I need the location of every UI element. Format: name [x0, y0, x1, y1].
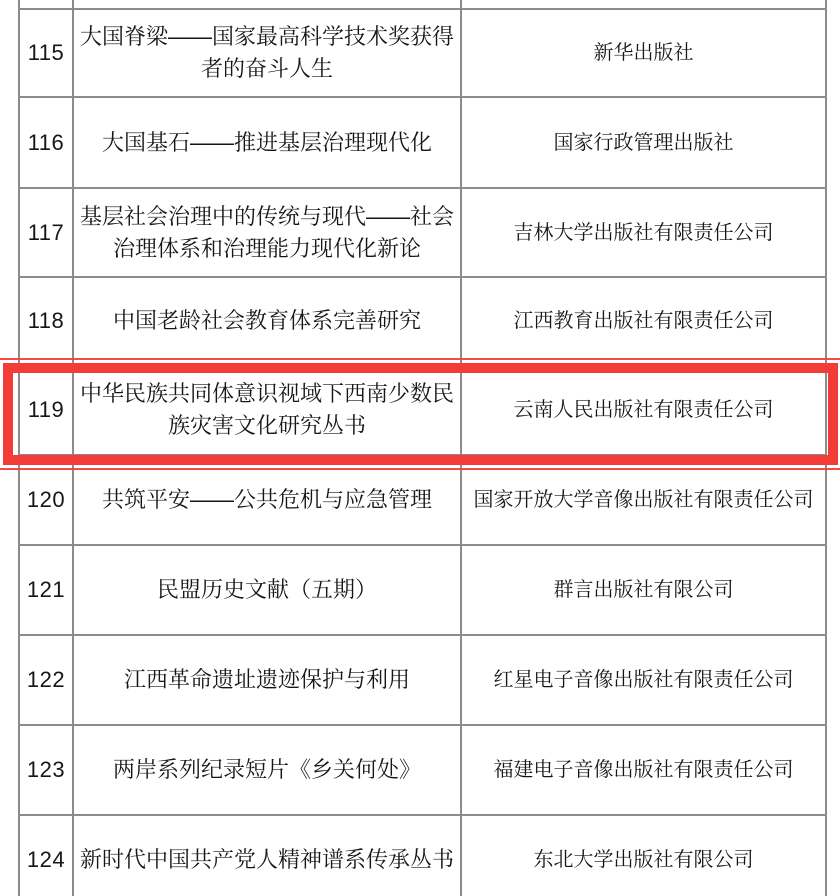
publisher-cell: 国家开放大学音像出版社有限责任公司 [473, 489, 814, 511]
publisher-cell: 吉林大学出版社有限责任公司 [513, 221, 774, 244]
publisher-cell: 红星电子音像出版社有限责任公司 [493, 669, 794, 691]
book-title-cell: 大国脊梁——国家最高科学技术奖获得者的奋斗人生 [72, 10, 462, 96]
row-number-cell: 120 [26, 487, 66, 512]
book-title-cell: 中华民族共同体意识视域下西南少数民族灾害文化研究丛书 [72, 366, 462, 454]
table-row [20, 726, 825, 816]
table-row [20, 456, 825, 546]
publisher-cell: 群言出版社有限公司 [553, 579, 734, 601]
book-title-cell: 江西革命遗址遗迹保护与利用 [72, 636, 462, 724]
row-number-cell: 116 [27, 129, 65, 155]
book-title-cell: 中国老龄社会教育体系完善研究 [72, 278, 462, 364]
publisher-cell: 东北大学出版社有限公司 [533, 849, 754, 871]
book-title-cell: 共筑平安——公共危机与应急管理 [72, 456, 462, 544]
table-row-highlighted [20, 366, 825, 456]
book-title-cell: 基层社会治理中的传统与现代——社会治理体系和治理能力现代化新论 [72, 189, 462, 276]
row-number-cell: 115 [27, 40, 65, 65]
row-number-cell: 117 [27, 219, 65, 245]
row-number-cell: 122 [26, 667, 66, 692]
publisher-cell: 云南人民出版社有限责任公司 [513, 399, 774, 421]
book-title-cell: 民盟历史文献（五期） [72, 546, 462, 634]
table-row [20, 189, 825, 278]
publisher-cell: 江西教育出版社有限责任公司 [513, 310, 774, 332]
publisher-cell: 新华出版社 [593, 42, 694, 64]
table-row [20, 636, 825, 726]
table-row-partial [20, 0, 825, 10]
book-title-cell: 大国基石——推进基层治理现代化 [72, 98, 462, 187]
row-number-cell: 121 [26, 577, 66, 602]
table-row [20, 10, 825, 98]
publisher-cell: 国家行政管理出版社 [553, 131, 734, 154]
row-number-cell: 124 [26, 847, 66, 872]
publisher-cell [462, 0, 825, 8]
table-row [20, 546, 825, 636]
row-number-cell [20, 0, 72, 8]
book-title-cell [72, 0, 462, 8]
table-row [20, 98, 825, 189]
book-title-cell: 新时代中国共产党人精神谱系传承丛书 [72, 816, 462, 896]
book-list-table [18, 0, 827, 896]
row-number-cell: 123 [26, 757, 66, 782]
row-number-cell: 119 [27, 397, 65, 422]
row-number-cell: 118 [27, 308, 65, 333]
publisher-cell: 福建电子音像出版社有限责任公司 [493, 759, 794, 781]
table-row [20, 816, 825, 896]
table-row [20, 278, 825, 366]
book-title-cell: 两岸系列纪录短片《乡关何处》 [72, 726, 462, 814]
